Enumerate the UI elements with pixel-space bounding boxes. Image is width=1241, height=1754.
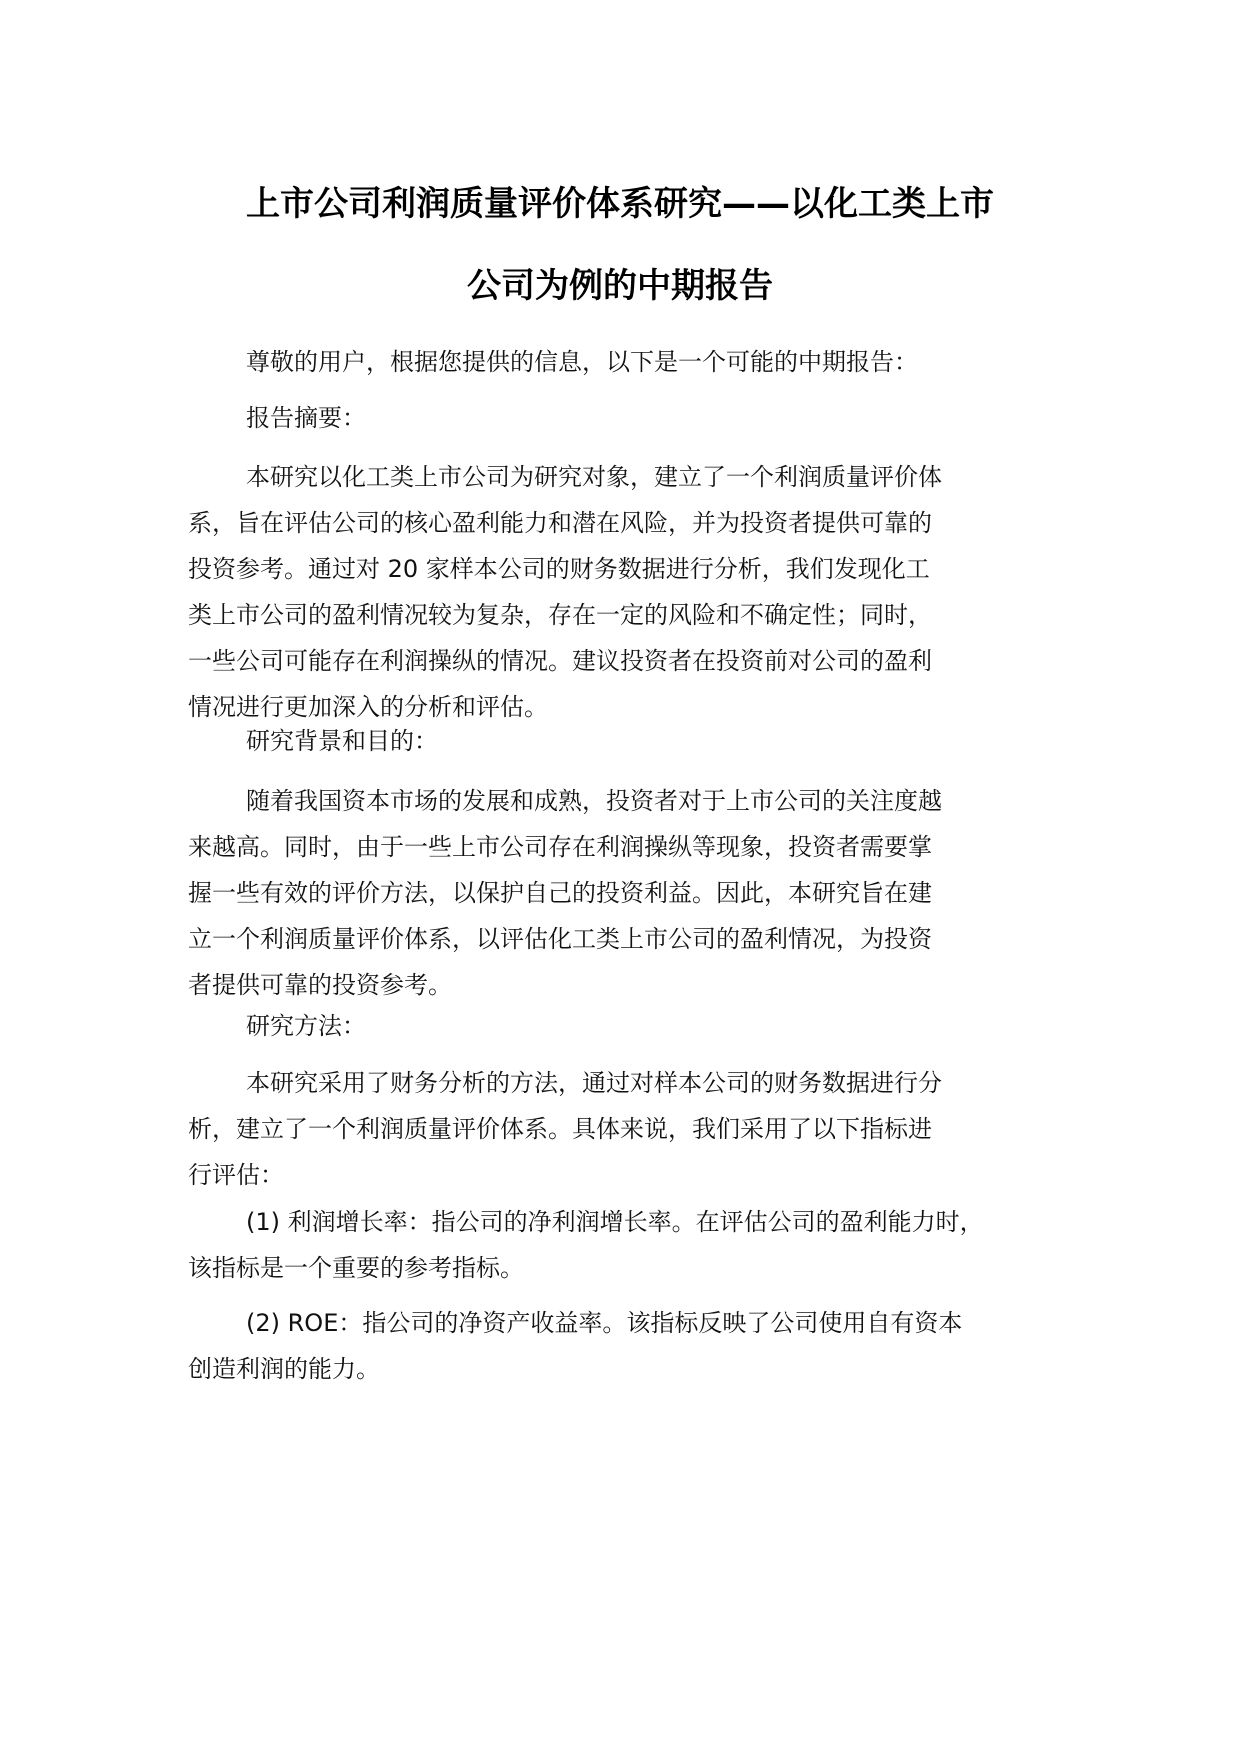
document-title-line-2: 公司为例的中期报告 (467, 266, 773, 306)
paragraph-background: 随着我国资本市场的发展和成熟，投资者对于上市公司的关注度越来越高。同时，由于一些上市公司存在利润操纵等现象，投资者需要掌握一些有效的评价方法，以保护自己的投资利益。因此，本研究旨在建立一个利润质量评价体系，以评估化工类上市公司的盈利情况，为投资者提供可靠的投资参考。 (188, 787, 942, 999)
paragraph-indicator-1: (1) 利润增长率：指公司的净利润增长率。在评估公司的盈利能力时，该指标是一个重要的参考指标。 (188, 1208, 984, 1282)
heading-background: 研究背景和目的： (246, 727, 438, 755)
paragraph-summary: 本研究以化工类上市公司为研究对象，建立了一个利润质量评价体系，旨在评估公司的核心盈利能力和潜在风险，并为投资者提供可靠的投资参考。通过对 20 家样本公司的财务数据进行分析，我们发现化工类上市公司的盈利情况较为复杂，存在一定的风险和不确定性；同时，一些公司可能存在利润操纵的情况。建议投资者在投资前对公司的盈利情况进行更加深入的分析和评估。 (188, 463, 942, 721)
paragraph-greeting: 尊敬的用户，根据您提供的信息，以下是一个可能的中期报告： (246, 348, 918, 376)
document-title-line-1: 上市公司利润质量评价体系研究——以化工类上市 (246, 184, 994, 224)
heading-summary: 报告摘要： (246, 404, 366, 432)
paragraph-method: 本研究采用了财务分析的方法，通过对样本公司的财务数据进行分析，建立了一个利润质量评价体系。具体来说，我们采用了以下指标进行评估： (188, 1069, 942, 1189)
paragraph-indicator-2: (2) ROE：指公司的净资产收益率。该指标反映了公司使用自有资本创造利润的能力。 (188, 1309, 963, 1383)
heading-method: 研究方法： (246, 1012, 366, 1040)
